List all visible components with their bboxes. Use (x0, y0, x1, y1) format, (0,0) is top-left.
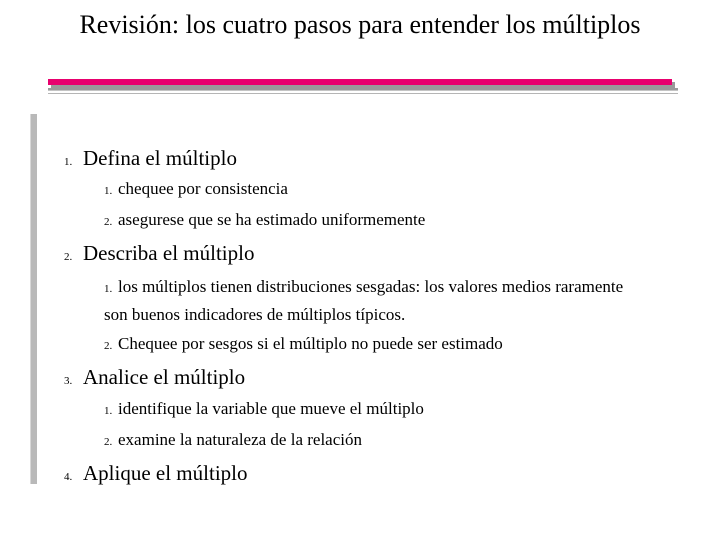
step-number: 3. (64, 375, 73, 387)
substep-number: 2. (104, 340, 113, 352)
substep-1-2 (104, 207, 425, 235)
substep-text: asegurese que se ha estimado uniformemente (118, 210, 426, 229)
step-4 (64, 461, 247, 489)
substep-text: chequee por consistencia (118, 179, 288, 198)
title-underline-gray (48, 88, 678, 91)
step-number: 1. (64, 156, 73, 168)
step-number: 4. (64, 471, 73, 483)
substep-number: 2. (104, 216, 113, 228)
step-label: Aplique el múltiplo (83, 461, 248, 485)
left-accent-bar (30, 114, 37, 484)
step-2 (64, 241, 254, 269)
slide-title: Revisión: los cuatro pasos para entender los múltiplos (79, 10, 641, 39)
substep-text: examine la naturaleza de la relación (118, 430, 362, 449)
title-underline-gray-thin (48, 93, 678, 94)
substep-3-2 (104, 427, 362, 455)
substep-2-2 (104, 331, 503, 359)
substep-number: 1. (104, 405, 113, 417)
step-label: Defina el múltiplo (83, 146, 237, 170)
step-1 (64, 146, 237, 174)
substep-text: Chequee por sesgos si el múltiplo no puede ser estimado (118, 334, 503, 353)
step-label: Analice el múltiplo (83, 365, 246, 389)
step-number: 2. (64, 251, 73, 263)
substep-text: identifique la variable que mueve el múltiplo (118, 399, 424, 418)
substep-1-1 (104, 176, 288, 204)
substep-text: los múltiplos tienen distribuciones sesgadas: los valores medios raramente son buenos indicadores de múltiplos típicos. (104, 277, 624, 324)
substep-number: 1. (104, 185, 113, 197)
substep-2-1 (104, 274, 644, 327)
substep-3-1 (104, 396, 424, 424)
title-underline-pink (48, 79, 672, 85)
substep-number: 2. (104, 436, 113, 448)
substep-number: 1. (104, 283, 113, 295)
step-3 (64, 365, 245, 393)
step-label: Describa el múltiplo (83, 241, 255, 265)
